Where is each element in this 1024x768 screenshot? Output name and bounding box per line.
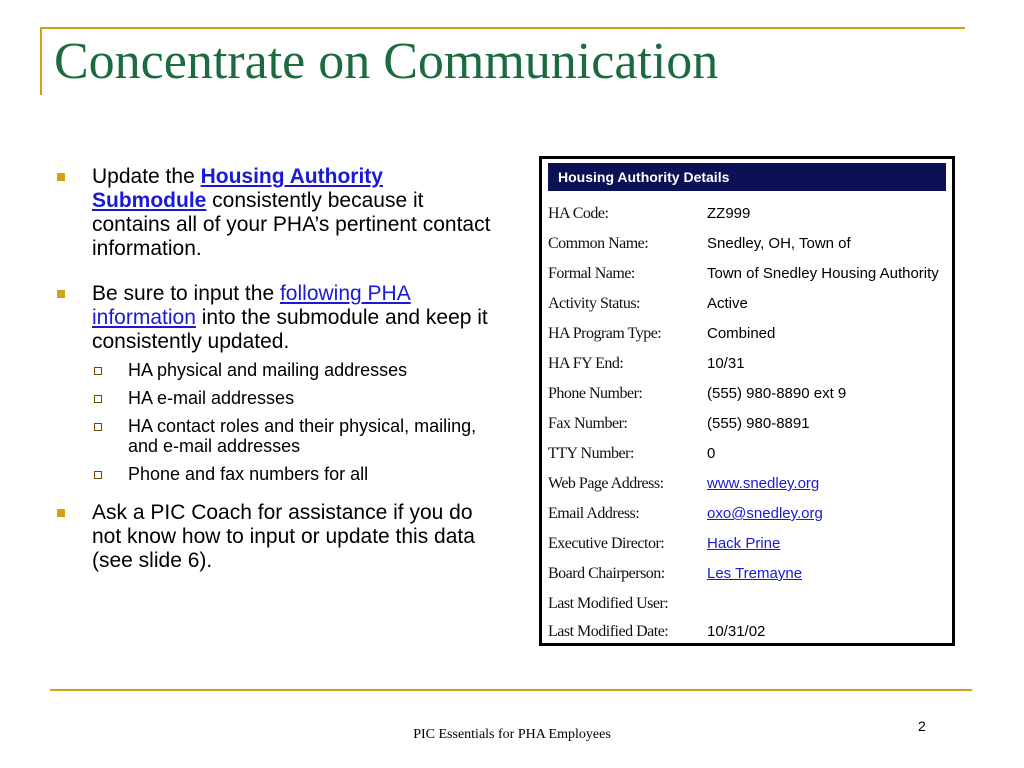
detail-value: (555) 980-8890 ext 9 (707, 385, 847, 402)
sub-bullet (92, 360, 500, 380)
page-number: 2 (918, 718, 926, 734)
detail-row-program-type (548, 321, 948, 351)
detail-label: HA Code: (548, 205, 609, 222)
footer-text: PIC Essentials for PHA Employees (413, 727, 611, 742)
detail-label: HA Program Type: (548, 325, 662, 342)
sub-bullet-list (92, 360, 500, 484)
bottom-rule (50, 689, 972, 691)
detail-label: Board Chairperson: (548, 565, 665, 582)
email-link[interactable]: oxo@snedley.org (707, 505, 823, 522)
bullet-text: Be sure to input the (92, 282, 280, 305)
detail-label: Fax Number: (548, 415, 628, 432)
sub-bullet (92, 464, 500, 484)
detail-row-activity-status (548, 291, 948, 321)
detail-row-executive-director (548, 531, 948, 561)
bullet-update-submodule (55, 165, 500, 261)
detail-row-phone (548, 381, 948, 411)
detail-label: Formal Name: (548, 265, 635, 282)
detail-label: Last Modified Date: (548, 623, 669, 640)
web-page-link[interactable]: www.snedley.org (707, 475, 820, 492)
detail-row-fax (548, 411, 948, 441)
detail-label: Phone Number: (548, 385, 643, 402)
sub-bullet-text: HA contact roles and their physical, mailing, and e-mail addresses (128, 416, 477, 456)
sub-bullet (92, 388, 500, 408)
detail-label: Last Modified User: (548, 595, 669, 612)
bullet-text: consistently because it contains all of your PHA’s pertinent contact information. (92, 189, 491, 260)
sub-bullet-text: Phone and fax numbers for all (128, 464, 369, 484)
detail-value: ZZ999 (707, 205, 751, 222)
left-rule (40, 27, 42, 95)
detail-label: Common Name: (548, 235, 649, 252)
detail-row-common-name (548, 231, 948, 261)
detail-row-ha-code (548, 201, 948, 231)
housing-authority-details-panel (539, 156, 955, 646)
detail-label: Executive Director: (548, 535, 665, 552)
detail-row-board-chairperson (548, 561, 948, 591)
detail-label: Web Page Address: (548, 475, 664, 492)
detail-value: Town of Snedley Housing Authority (707, 265, 939, 282)
sub-bullet-marker-icon (94, 471, 102, 479)
sub-bullet-marker-icon (94, 423, 102, 431)
bullet-list (55, 165, 500, 594)
detail-row-last-modified-user (548, 591, 948, 621)
sub-bullet-text: HA physical and mailing addresses (128, 360, 408, 380)
detail-label: Activity Status: (548, 295, 640, 312)
bullet-marker-icon (57, 173, 65, 181)
housing-authority-submodule-link[interactable]: Housing Authority Submodule (92, 165, 383, 212)
bullet-text: Ask a PIC Coach for assistance if you do not know how to input or update this data (see slide 6). (92, 501, 475, 572)
detail-value: Combined (707, 325, 776, 342)
executive-director-link[interactable]: Hack Prine (707, 535, 781, 552)
detail-label: Email Address: (548, 505, 640, 522)
detail-row-tty (548, 441, 948, 471)
bullet-marker-icon (57, 290, 65, 298)
detail-value: Snedley, OH, Town of (707, 235, 851, 252)
sub-bullet-marker-icon (94, 395, 102, 403)
detail-row-web-page (548, 471, 948, 501)
sub-bullet-marker-icon (94, 367, 102, 375)
detail-label: TTY Number: (548, 445, 634, 462)
detail-value: Active (707, 295, 748, 312)
bullet-text: Update the (92, 165, 201, 188)
detail-value: 10/31/02 (707, 623, 766, 640)
detail-row-formal-name (548, 261, 948, 291)
detail-row-email (548, 501, 948, 531)
detail-row-fy-end (548, 351, 948, 381)
bullet-input-info (55, 282, 500, 484)
panel-header: Housing Authority Details (548, 163, 946, 191)
board-chairperson-link[interactable]: Les Tremayne (707, 565, 803, 582)
top-rule (40, 27, 965, 29)
sub-bullet-text: HA e-mail addresses (128, 388, 295, 408)
detail-value: (555) 980-8891 (707, 415, 810, 432)
bullet-text: into the submodule and keep it consistently updated. (92, 306, 488, 353)
detail-value: 10/31 (707, 355, 745, 372)
sub-bullet (92, 416, 500, 456)
slide-title: Concentrate on Communication (54, 33, 719, 90)
bullet-ask-coach (55, 501, 500, 573)
detail-value: 0 (707, 445, 716, 462)
detail-label: HA FY End: (548, 355, 624, 372)
following-pha-information-link[interactable]: following PHA information (92, 282, 411, 329)
detail-row-last-modified-date (548, 619, 948, 649)
bullet-marker-icon (57, 509, 65, 517)
